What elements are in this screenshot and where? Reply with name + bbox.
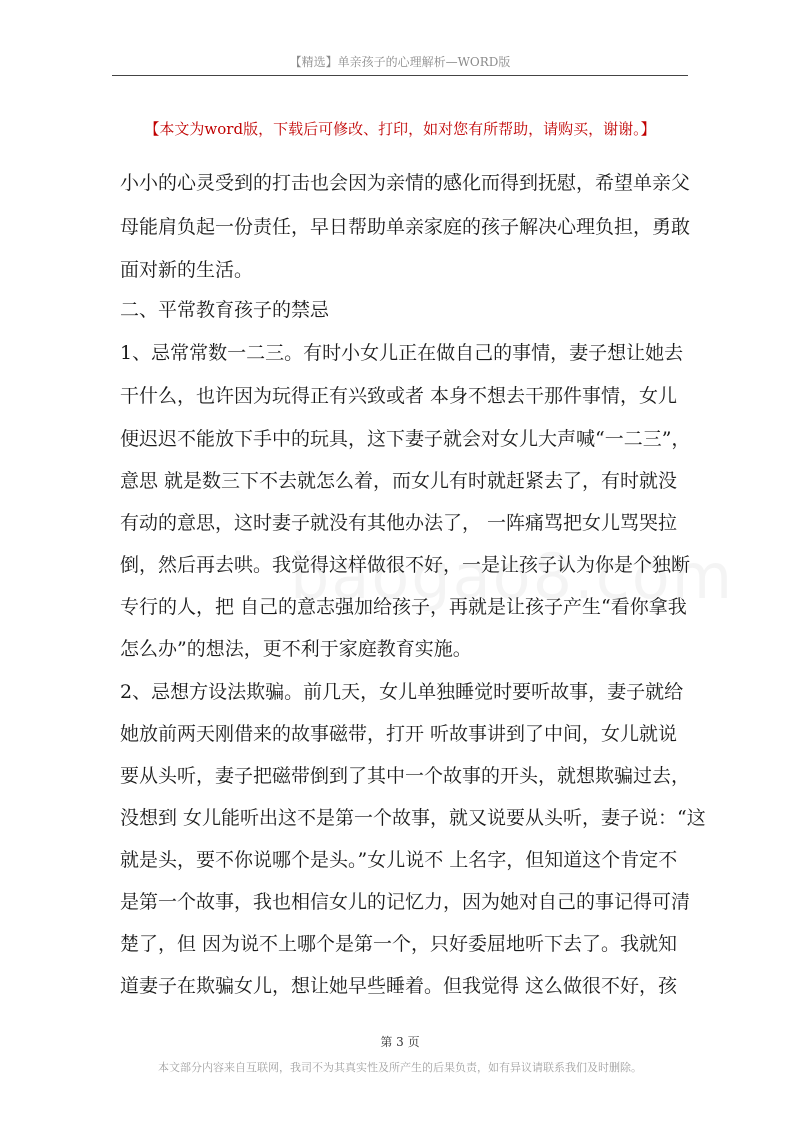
purchase-notice: 【本文为word版，下载后可修改、打印，如对您有所帮助，请购买，谢谢。】 [144, 120, 656, 138]
body-line: 专行的人，把 自己的意志强加给孩子，再就是让孩子产生“看你拿我 [120, 596, 687, 618]
body-line: 小小的心灵受到的打击也会因为亲情的感化而得到抚慰，希望单亲父 [120, 172, 691, 194]
body-line: 干什么，也许因为玩得正有兴致或者 本身不想去干那件事情，女儿 [120, 385, 678, 407]
body-line: 怎么办”的想法，更不利于家庭教育实施。 [120, 638, 472, 660]
running-header: 【精选】单亲孩子的心理解析—WORD版 [289, 55, 511, 69]
body-line: 道妻子在欺骗女儿，想让她早些睡着。但我觉得 这么做很不好，孩 [120, 975, 678, 997]
body-line: 要从头听，妻子把磁带倒到了其中一个故事的开头，就想欺骗过去， [120, 765, 691, 787]
body-line: 倒，然后再去哄。我觉得这样做很不好，一是让孩子认为你是个独断 [120, 554, 691, 576]
body-line: 1、忌常常数一二三。有时小女儿正在做自己的事情，妻子想让她去 [120, 342, 684, 364]
page-number: 第 3 页 [380, 1035, 420, 1049]
footer-disclaimer: 本文部分内容来自互联网，我司不为其真实性及所产生的后果负责，如有异议请联系我们及时删除。 [158, 1061, 642, 1074]
body-line: 意思 就是数三下不去就怎么着，而女儿有时就赶紧去了，有时就没 [120, 470, 678, 492]
header-rule [112, 75, 688, 76]
body-line: 她放前两天刚借来的故事磁带，打开 听故事讲到了中间，女儿就说 [120, 723, 678, 745]
body-line: 就是头，要不你说哪个是头。”女儿说不 上名字，但知道这个肯定不 [120, 849, 678, 871]
body-line: 面对新的生活。 [120, 259, 254, 281]
body-line: 2、忌想方设法欺骗。前几天，女儿单独睡觉时要听故事，妻子就给 [120, 681, 684, 703]
body-line: 便迟迟不能放下手中的玩具，这下妻子就会对女儿大声喊“一二三”， [120, 428, 691, 450]
section-heading: 二、平常教育孩子的禁忌 [120, 299, 330, 321]
body-line: 楚了，但 因为说不上哪个是第一个，只好委屈地听下去了。我就知 [120, 933, 678, 955]
body-line: 有动的意思，这时妻子就没有其他办法了， 一阵痛骂把女儿骂哭拉 [120, 512, 678, 534]
body-line: 母能肩负起一份责任，早日帮助单亲家庭的孩子解决心理负担，勇敢 [120, 216, 691, 238]
body-line: 是第一个故事，我也相信女儿的记忆力，因为她对自己的事记得可清 [120, 891, 691, 913]
body-line: 没想到 女儿能听出这不是第一个故事，就又说要从头听，妻子说：“这 [120, 807, 706, 829]
